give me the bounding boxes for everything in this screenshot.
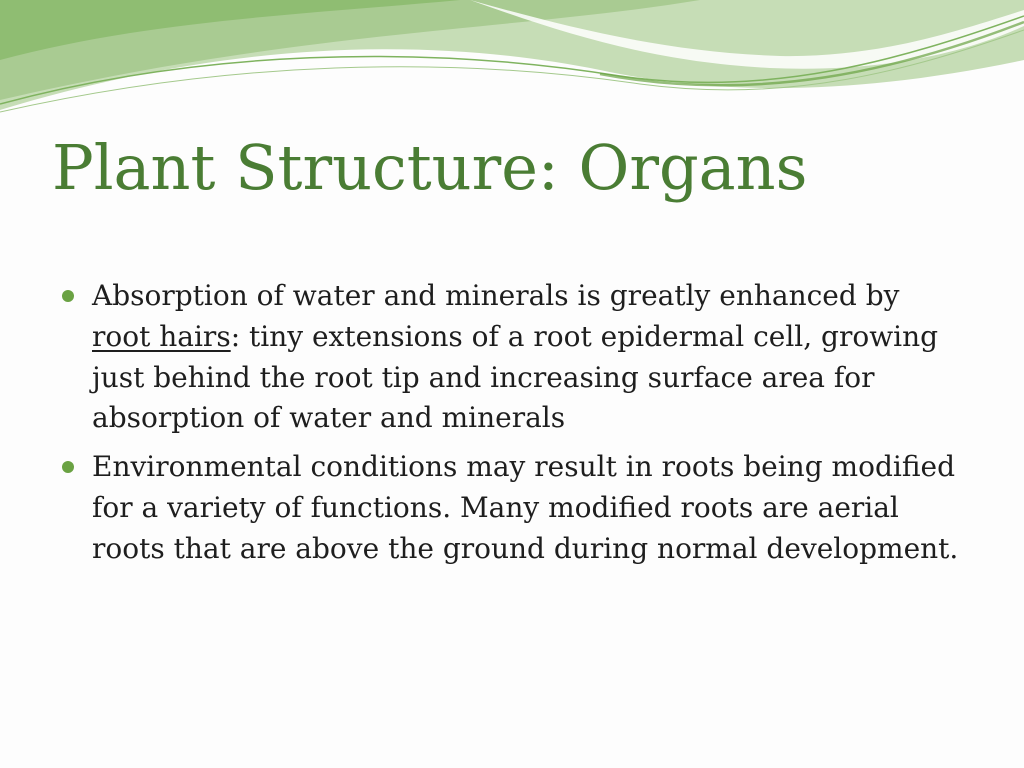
bullet-item-root-hairs bbox=[62, 276, 962, 439]
slide-title: Plant Structure: Organs bbox=[52, 131, 808, 204]
bullet-text-before: Absorption of water and minerals is greatly enhanced by bbox=[92, 279, 900, 312]
bullet-list bbox=[62, 276, 962, 578]
bullet-text-after: : tiny extensions of a root epidermal cell, growing just behind the root tip and increasing surface area for absorption of water and minerals bbox=[92, 319, 939, 435]
bullet-dot-icon bbox=[62, 290, 74, 302]
underlined-term: root hairs bbox=[92, 319, 231, 353]
bullet-item-modified-roots bbox=[62, 447, 962, 569]
bullet-text: Environmental conditions may result in roots being modified for a variety of functions. Many modified roots are aerial roots that are above the ground during normal development. bbox=[92, 450, 959, 565]
bullet-dot-icon bbox=[62, 461, 74, 473]
decorative-wave-header bbox=[0, 0, 1024, 130]
